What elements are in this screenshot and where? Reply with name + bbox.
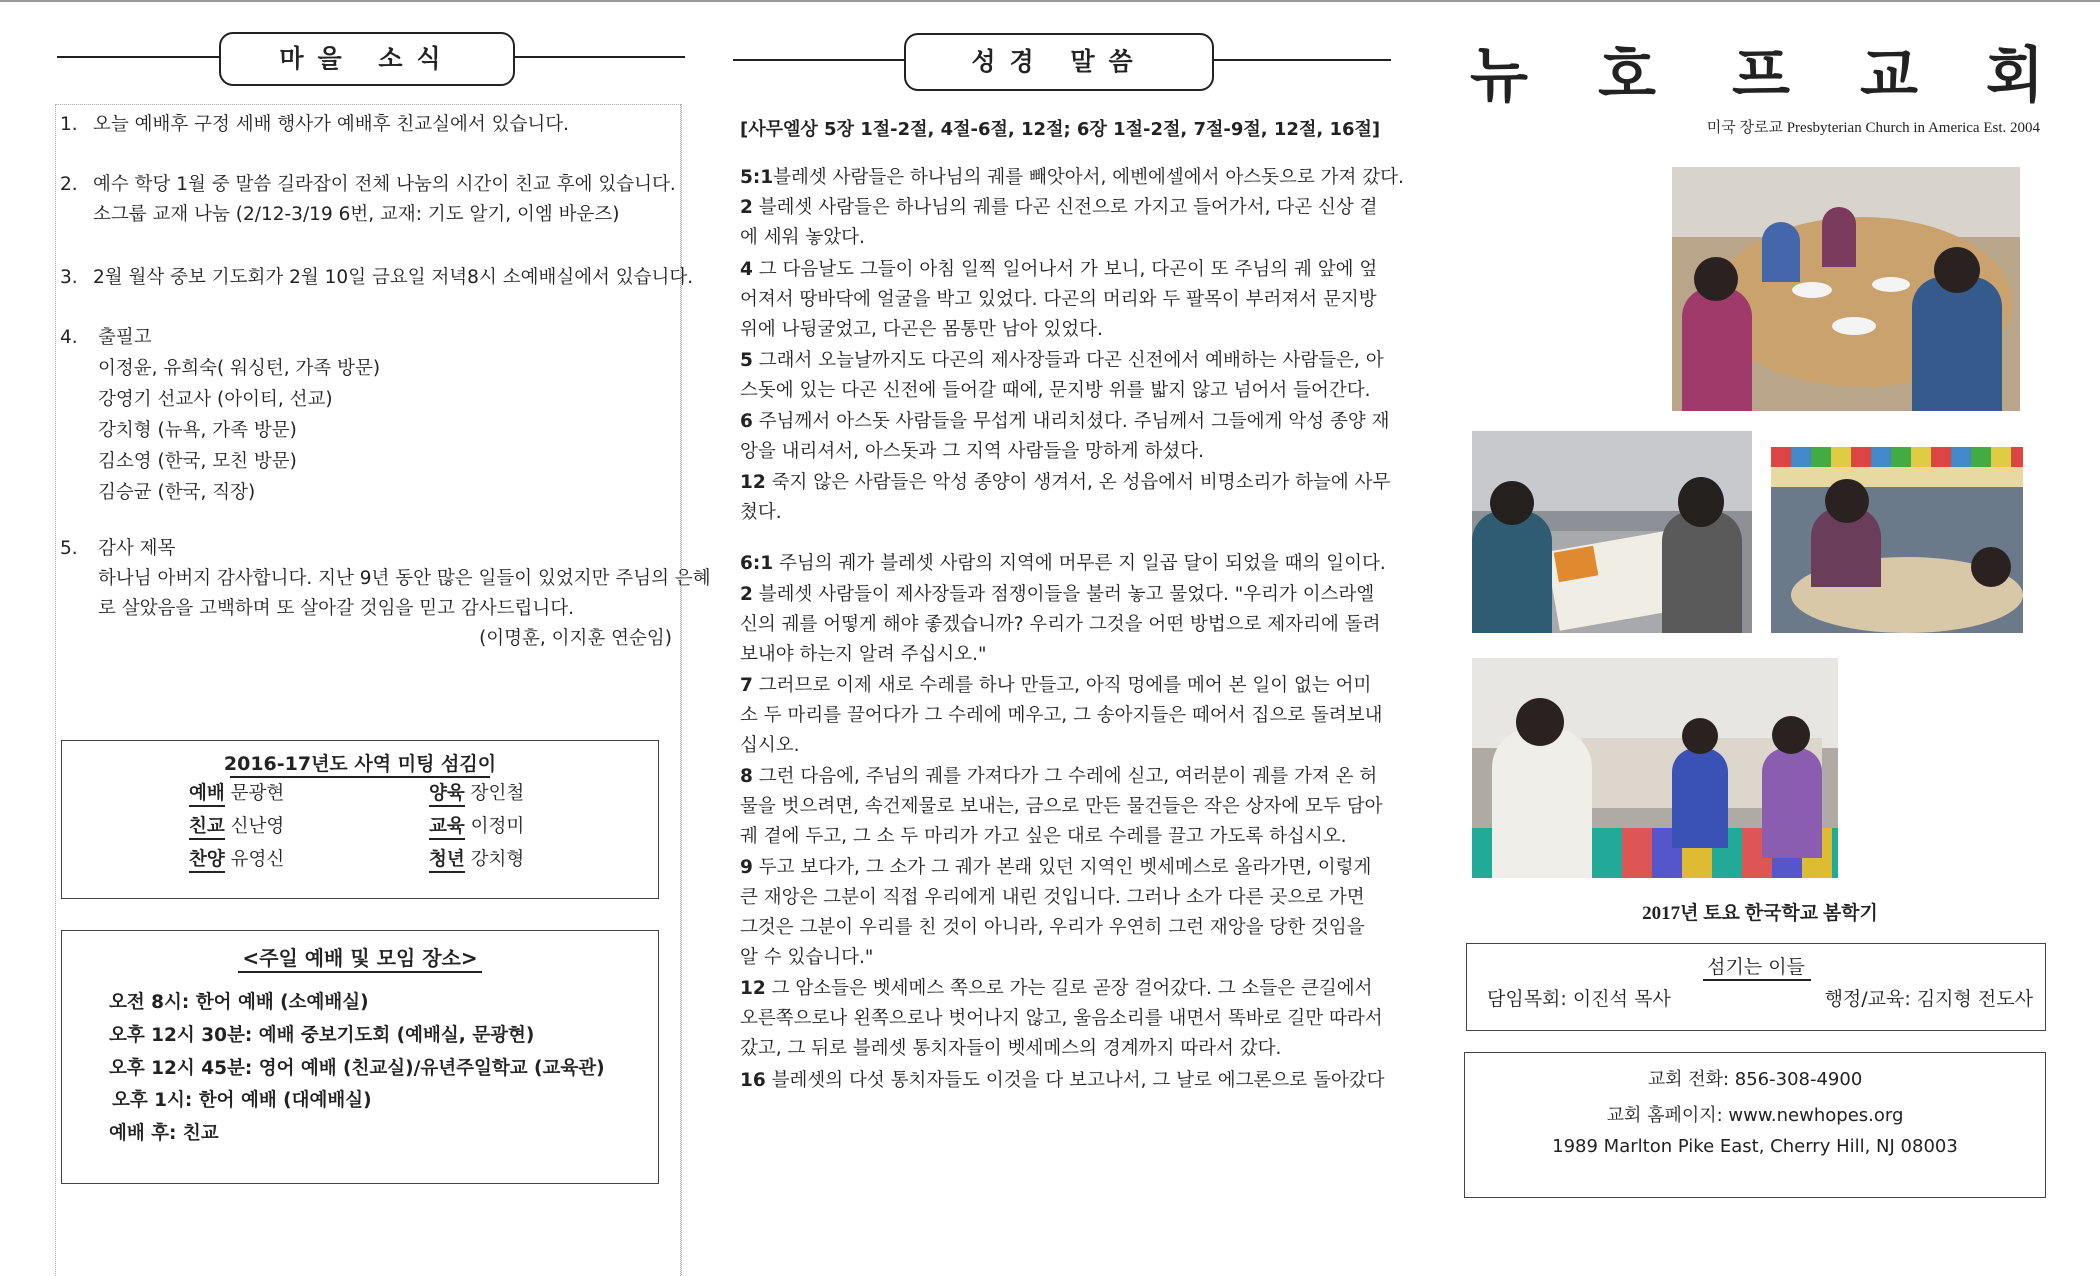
ministry-name: 이정미 (470, 816, 525, 837)
servers-title: 섬기는 이들 (1707, 956, 1805, 978)
left-section-title: 마을 소식 (219, 32, 515, 86)
church-name-char: 뉴 (1470, 41, 1528, 111)
news-num: 3. (60, 267, 78, 288)
schedule-line: 오후 12시 45분: 영어 예배 (친교실)/유년주일학교 (교육관) (109, 1058, 605, 1079)
verse-number: 16 (740, 1070, 766, 1091)
news-line: 로 살았음을 고백하며 또 살아갈 것임을 믿고 감사드립니다. (98, 598, 574, 619)
ministry-item (429, 779, 524, 809)
verse-text: 갔고, 그 뒤로 블레셋 통치자들이 벳세메스의 경계까지 따라서 갔다. (740, 1038, 1282, 1059)
news-line: 강치형 (뉴욕, 가족 방문) (98, 420, 297, 441)
ministry-item (189, 845, 284, 875)
verse-text: 큰 재앙은 그분이 직접 우리에게 내린 것입니다. 그러나 소가 다른 곳으로 가면 (740, 887, 1365, 908)
middle-section-title: 성경 말씀 (904, 33, 1214, 91)
verse-line (740, 193, 1377, 223)
schedule-title-underline (238, 971, 482, 973)
verse-line (740, 468, 1390, 498)
verse-number: 12 (740, 472, 766, 493)
contact-box (1464, 1052, 2046, 1198)
servers-box (1466, 943, 2046, 1031)
servers-pastor: 담임목회: 이진석 목사 (1487, 988, 1671, 1010)
schedule-box (61, 930, 659, 1184)
verse-text: 어져서 땅바닥에 얼굴을 박고 있었다. 다곤의 머리와 두 팔목이 부러져서 문지방 (740, 289, 1377, 310)
ministry-item (429, 845, 524, 875)
church-name (1470, 40, 2050, 112)
verse-text: 앙을 내리셔서, 아스돗과 그 지역 사람들을 망하게 하셨다. (740, 441, 1204, 462)
verse-number: 5 (740, 350, 753, 371)
news-line: 하나님 아버지 감사합니다. 지난 9년 동안 많은 일들이 있었지만 주님의 은혜 (98, 568, 711, 589)
news-line: 소그룹 교재 나눔 (2/12-3/19 6번, 교재: 기도 알기, 이엠 바운즈) (93, 204, 620, 225)
ministry-role: 교육 (429, 816, 465, 840)
verse-text: 그 암소들은 벳세메스 쪽으로 가는 길로 곧장 걸어갔다. 그 소들은 큰길에서 (771, 978, 1373, 999)
news-line: 김승균 (한국, 직장) (98, 482, 256, 503)
ministry-role: 양육 (429, 783, 465, 807)
church-name-char: 프 (1732, 41, 1790, 111)
contact-phone: 교회 전화: 856-308-4900 (1647, 1069, 1863, 1090)
ministry-role: 청년 (429, 849, 465, 873)
church-name-char: 교 (1860, 41, 1918, 111)
ministry-title-underline (230, 776, 490, 778)
verse-number: 4 (740, 259, 753, 280)
verse-line (740, 853, 1371, 883)
verse-line (740, 671, 1371, 701)
news-line: 강영기 선교사 (아이티, 선교) (98, 389, 333, 410)
verse-line (740, 407, 1389, 437)
news-num: 4. (60, 327, 78, 348)
verse-text: 블레셋 사람들은 하나님의 궤를 빼앗아서, 에벤에셀에서 아스돗으로 가져 갔다. (773, 167, 1404, 188)
verse-text: 알 수 있습니다." (740, 947, 874, 968)
verse-text: 그것은 그분이 우리를 친 것이 아니라, 우리가 우연히 그런 재앙을 당한 것임을 (740, 917, 1365, 938)
verse-text: 주님의 궤가 블레셋 사람의 지역에 머무른 지 일곱 달이 되었을 때의 일이다. (779, 553, 1386, 574)
verse-text: 블레셋 사람들은 하나님의 궤를 다곤 신전으로 가지고 들어가서, 다곤 신상 곁 (758, 197, 1378, 218)
verse-line (740, 1066, 1384, 1096)
verse-text: 에 세워 놓았다. (740, 227, 865, 248)
verse-text: 그래서 오늘날까지도 다곤의 제사장들과 다곤 신전에서 예배하는 사람들은, 아 (758, 350, 1384, 371)
verse-text: 궤 곁에 두고, 그 소 두 마리가 가고 싶은 대로 수레를 끌고 가도록 하십시오. (740, 826, 1347, 847)
verse-text: 그런 다음에, 주님의 궤를 가져다가 그 수레에 싣고, 여러분이 궤를 가져 온 허 (758, 766, 1378, 787)
verse-number: 8 (740, 766, 753, 787)
verse-text: 그러므로 이제 새로 수레를 하나 만들고, 아직 멍에를 메어 본 일이 없는 어미 (758, 675, 1372, 696)
verse-line (740, 580, 1374, 610)
verse-text: 쳤다. (740, 502, 782, 523)
verse-line (740, 549, 1386, 579)
verse-line (740, 974, 1372, 1004)
verse-text: 스돗에 있는 다곤 신전에 들어갈 때에, 문지방 위를 밟지 않고 넘어서 들어간다. (740, 380, 1371, 401)
news-line: 2월 월삭 중보 기도회가 2월 10일 금요일 저녁8시 소예배실에서 있습니다. (93, 267, 694, 288)
church-name-char: 호 (1598, 41, 1656, 111)
photo-teacher-students (1472, 658, 1838, 878)
ministry-name: 문광현 (230, 783, 285, 804)
verse-text: 십시오. (740, 735, 800, 756)
church-name-char: 회 (1986, 41, 2044, 111)
schedule-line: 예배 후: 친교 (109, 1123, 219, 1144)
scripture-reference: [사무엘상 5장 1절-2절, 4절-6절, 12절; 6장 1절-2절, 7절-9절, 12절, 16절] (740, 119, 1381, 140)
verse-text: 블레셋의 다섯 통치자들도 이것을 다 보고나서, 그 날로 에그론으로 돌아갔다 (771, 1070, 1385, 1091)
verse-number: 9 (740, 857, 753, 878)
ministry-name: 신난영 (230, 816, 285, 837)
news-line: 김소영 (한국, 모친 방문) (98, 451, 297, 472)
verse-number: 12 (740, 978, 766, 999)
photo-reading-book (1472, 431, 1752, 633)
verse-number: 2 (740, 197, 753, 218)
verse-number: 6:1 (740, 553, 774, 574)
verse-number: 5:1 (740, 167, 774, 188)
verse-number: 7 (740, 675, 753, 696)
news-line: 감사 제목 (98, 538, 176, 559)
ministry-item (429, 812, 524, 842)
verse-number: 6 (740, 411, 753, 432)
ministry-title: 2016-17년도 사역 미팅 섬김이 (223, 753, 497, 775)
verse-text: 두고 보다가, 그 소가 그 궤가 본래 있던 지역인 벳세메스로 올라가면, 이렇게 (758, 857, 1372, 878)
news-num: 2. (60, 174, 78, 195)
church-subtitle: 미국 장로교 Presbyterian Church in America Est. 2004 (1706, 120, 2040, 136)
verse-line (740, 163, 1404, 193)
verse-text: 소 두 마리를 끌어다가 그 수레에 메우고, 그 송아지들은 떼어서 집으로 돌려보내 (740, 705, 1383, 726)
verse-line (740, 346, 1384, 376)
news-num: 5. (60, 538, 78, 559)
schedule-title: <주일 예배 및 모임 장소> (242, 946, 478, 970)
ministry-name: 강치형 (470, 849, 525, 870)
page-top-border (0, 0, 2100, 2)
photo-alphabet-classroom (1771, 447, 2023, 633)
schedule-line: 오후 1시: 한어 예배 (대예배실) (112, 1090, 372, 1111)
news-line: 예수 학당 1월 중 말씀 길라잡이 전체 나눔의 시간이 친교 후에 있습니다. (93, 174, 676, 195)
schedule-line: 오후 12시 30분: 예배 중보기도회 (예배실, 문광현) (109, 1025, 535, 1046)
photo-classroom-table (1672, 167, 2020, 411)
ministry-name: 장인철 (470, 783, 525, 804)
ministry-item (189, 812, 284, 842)
verse-text: 위에 나뒹굴었고, 다곤은 몸통만 남아 있었다. (740, 319, 1103, 340)
news-signature: (이명훈, 이지훈 연순임) (479, 628, 672, 649)
photo-caption: 2017년 토요 한국학교 봄학기 (1642, 903, 1878, 924)
ministry-role: 찬양 (189, 849, 225, 873)
verse-text: 블레셋 사람들이 제사장들과 점쟁이들을 불러 놓고 물었다. "우리가 이스라엘 (758, 584, 1375, 605)
servers-admin: 행정/교육: 김지형 전도사 (1824, 988, 2033, 1010)
verse-text: 신의 궤를 어떻게 해야 좋겠습니까? 우리가 그것을 어떤 방법으로 제자리에 돌려 (740, 614, 1381, 635)
news-line: 이정윤, 유희숙( 워싱턴, 가족 방문) (98, 358, 381, 379)
verse-text: 오른쪽으로나 왼쪽으로나 벗어나지 않고, 울음소리를 내면서 똑바로 길만 따라서 (740, 1008, 1383, 1029)
verse-text: 물을 벗으려면, 속건제물로 보내는, 금으로 만든 물건들은 작은 상자에 모두 담아 (740, 796, 1383, 817)
verse-text: 보내야 하는지 알려 주십시오." (740, 644, 987, 665)
servers-title-underline (1703, 979, 1811, 981)
verse-text: 주님께서 아스돗 사람들을 무섭게 내리치셨다. 주님께서 그들에게 악성 종양 재 (758, 411, 1390, 432)
verse-line (740, 255, 1377, 285)
news-num: 1. (60, 114, 78, 135)
news-line: 출필고 (98, 327, 152, 348)
ministry-item (189, 779, 284, 809)
contact-web: 교회 홈페이지: www.newhopes.org (1606, 1105, 1904, 1126)
verse-number: 2 (740, 584, 753, 605)
contact-address: 1989 Marlton Pike East, Cherry Hill, NJ 08003 (1552, 1136, 1958, 1157)
schedule-line: 오전 8시: 한어 예배 (소예배실) (109, 992, 369, 1013)
verse-line (740, 762, 1377, 792)
middle-dotted-frame (681, 104, 684, 1275)
ministry-role: 친교 (189, 816, 225, 840)
ministry-role: 예배 (189, 783, 225, 807)
news-line: 오늘 예배후 구정 세배 행사가 예배후 친교실에서 있습니다. (93, 114, 569, 135)
ministry-name: 유영신 (230, 849, 285, 870)
verse-text: 죽지 않은 사람들은 악성 종양이 생겨서, 온 성읍에서 비명소리가 하늘에 사무 (771, 472, 1391, 493)
verse-text: 그 다음날도 그들이 아침 일찍 일어나서 가 보니, 다곤이 또 주님의 궤 앞에 엎 (758, 259, 1378, 280)
ministry-box (61, 740, 659, 899)
